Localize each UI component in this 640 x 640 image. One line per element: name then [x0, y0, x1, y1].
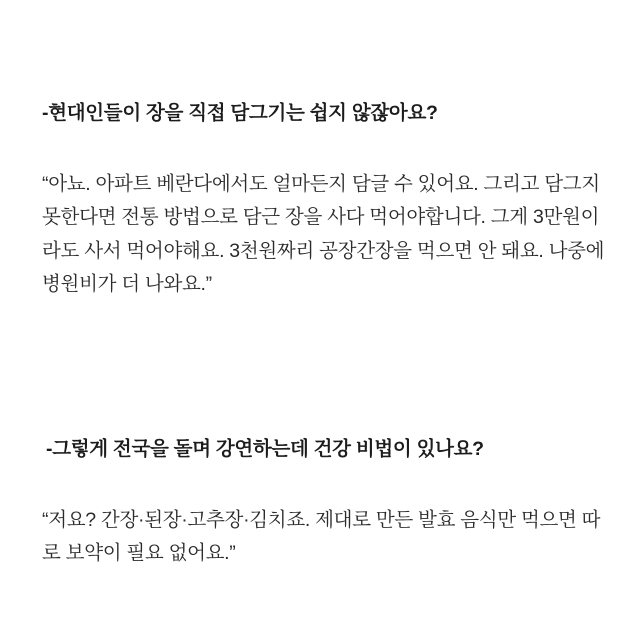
interview-answer-2: “저요? 간장·된장·고추장·김치죠. 제대로 만든 발효 음식만 먹으면 따로 보약이 필요 없어요.” [42, 508, 601, 565]
interview-question-1: -현대인들이 장을 직접 담그기는 쉽지 않잖아요? [42, 101, 438, 124]
interview-question-2: -그렇게 전국을 돌며 강연하는데 건강 비법이 있나요? [46, 437, 484, 460]
interview-answer-1: “아뇨. 아파트 베란다에서도 얼마든지 담글 수 있어요. 그리고 담그지 못한다면 전통 방법으로 담근 장을 사다 먹어야합니다. 그게 3만원이라도 사서 먹어야해요. 3천원짜리 공장간장을 먹으면 안 돼요. 나중에 병원비가 더 나와요.” [42, 172, 605, 296]
